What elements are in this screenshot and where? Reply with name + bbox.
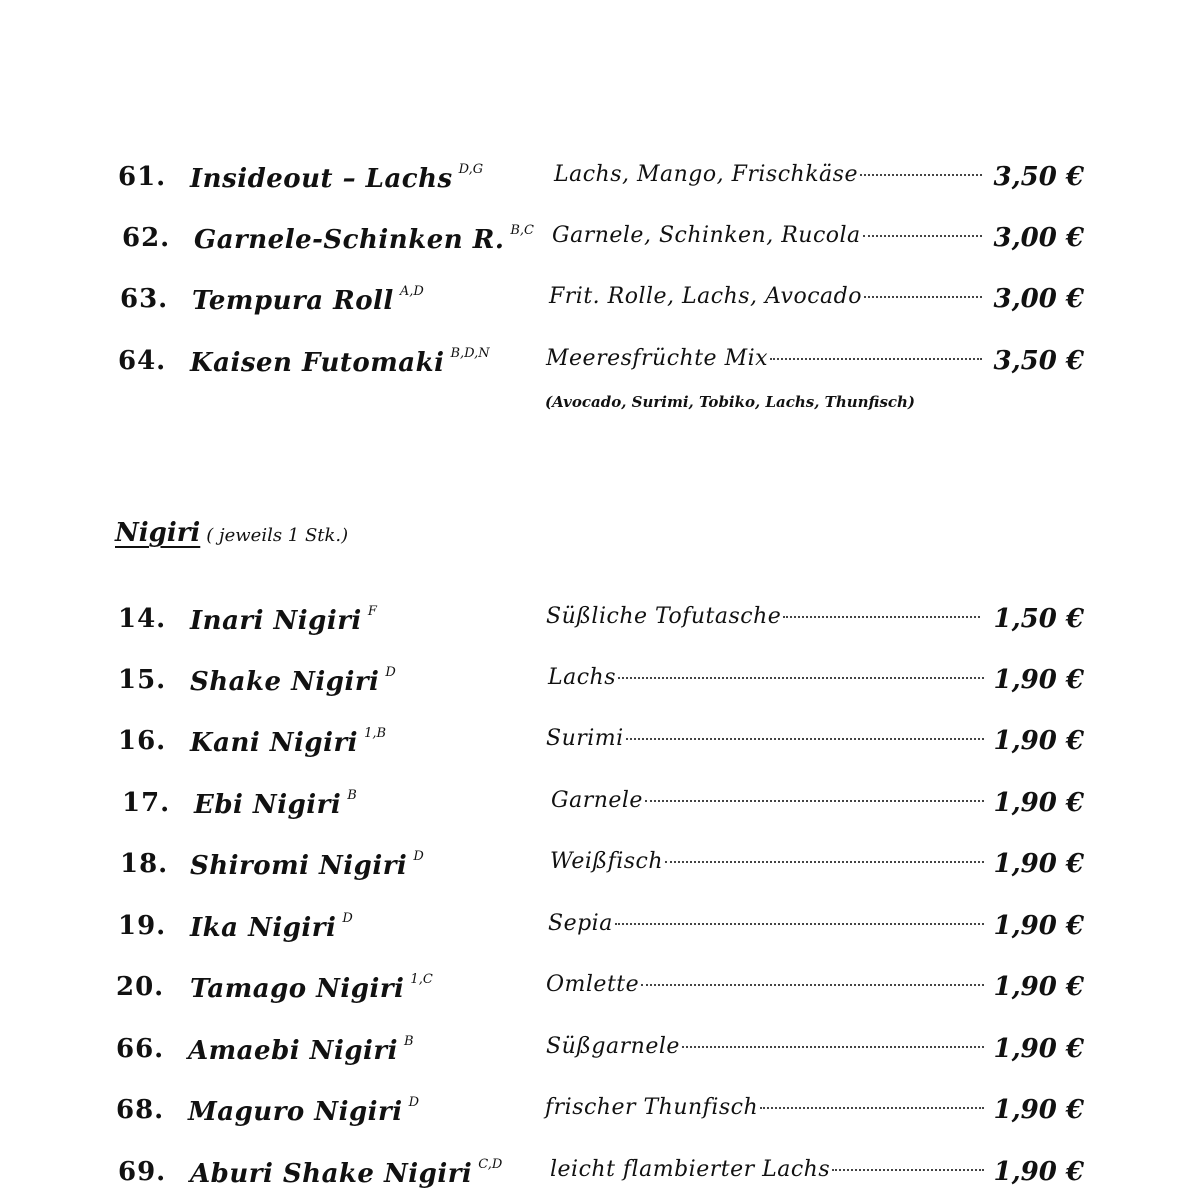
dot-leader xyxy=(626,738,984,740)
item-price: 1,50 € xyxy=(993,604,1084,634)
dot-leader xyxy=(863,235,982,237)
dot-leader xyxy=(645,800,984,802)
dot-leader xyxy=(864,296,982,298)
allergen-codes: F xyxy=(367,604,377,619)
menu-item-63 xyxy=(0,280,1200,320)
item-name: Insideout – Lachs $^{D,G}$ xyxy=(190,162,484,194)
menu-item-19 xyxy=(0,907,1200,947)
item-name: Shake Nigiri $^D$ xyxy=(190,665,396,697)
item-description: Süßgarnele xyxy=(546,1034,984,1059)
allergen-codes: 1,B xyxy=(364,726,387,741)
item-description: Frit. Rolle, Lachs, Avocado xyxy=(549,284,982,309)
item-name: Ebi Nigiri $^B$ xyxy=(194,788,357,820)
item-number: 64. xyxy=(118,346,167,376)
item-price: 1,90 € xyxy=(993,911,1084,941)
item-price: 3,00 € xyxy=(993,223,1084,253)
item-number: 14. xyxy=(118,604,167,634)
item-description: Garnele, Schinken, Rucola xyxy=(552,223,982,248)
item-name: Aburi Shake Nigiri $^{C,D}$ xyxy=(190,1157,503,1189)
item-number: 19. xyxy=(118,911,167,941)
item-description: Sepia xyxy=(548,911,984,936)
allergen-codes: C,D xyxy=(478,1157,503,1172)
section-heading-nigiri xyxy=(115,518,348,548)
item-description: Lachs, Mango, Frischkäse xyxy=(554,162,982,187)
item-price: 1,90 € xyxy=(993,849,1084,879)
item-number: 15. xyxy=(118,665,167,695)
item-price: 1,90 € xyxy=(993,1157,1084,1187)
item-name: Kaisen Futomaki $^{B,D,N}$ xyxy=(190,346,490,378)
menu-item-68 xyxy=(0,1091,1200,1131)
item-64-ingredients: (Avocado, Surimi, Tobiko, Lachs, Thunfisch) xyxy=(545,393,916,411)
menu-item-64 xyxy=(0,342,1200,382)
item-number: 18. xyxy=(120,849,169,879)
item-price: 1,90 € xyxy=(993,1095,1084,1125)
allergen-codes: B,C xyxy=(510,223,535,238)
allergen-codes: D xyxy=(342,911,353,926)
item-number: 20. xyxy=(116,972,165,1002)
allergen-codes: D xyxy=(385,665,396,680)
dot-leader xyxy=(641,984,984,986)
menu-item-17 xyxy=(0,784,1200,824)
dot-leader xyxy=(665,861,984,863)
dot-leader xyxy=(618,677,984,679)
item-description: frischer Thunfisch xyxy=(545,1095,984,1120)
menu-item-15 xyxy=(0,661,1200,701)
menu-item-20 xyxy=(0,968,1200,1008)
menu-item-66 xyxy=(0,1030,1200,1070)
item-number: 17. xyxy=(122,788,171,818)
menu-item-61 xyxy=(0,158,1200,198)
item-description: Surimi xyxy=(546,726,984,751)
item-name: Inari Nigiri $^F$ xyxy=(190,604,377,636)
allergen-codes: D xyxy=(408,1095,420,1110)
item-price: 1,90 € xyxy=(993,972,1084,1002)
dot-leader xyxy=(783,616,980,618)
item-name: Amaebi Nigiri $^B$ xyxy=(188,1034,414,1066)
allergen-codes: B xyxy=(403,1034,414,1049)
dot-leader xyxy=(760,1107,984,1109)
section-note: ( jeweils 1 Stk.) xyxy=(206,525,349,546)
dot-leader xyxy=(770,358,982,360)
allergen-codes: A,D xyxy=(399,284,424,299)
item-description: Garnele xyxy=(551,788,984,813)
item-price: 1,90 € xyxy=(993,1034,1084,1064)
item-name: Tempura Roll $^{A,D}$ xyxy=(192,284,424,316)
allergen-codes: 1,C xyxy=(410,972,433,987)
section-title: Nigiri xyxy=(115,518,201,548)
dot-leader xyxy=(860,174,982,176)
item-price: 3,00 € xyxy=(993,284,1084,314)
item-description: Lachs xyxy=(548,665,984,690)
item-number: 61. xyxy=(118,162,167,192)
item-price: 3,50 € xyxy=(993,162,1084,192)
item-name: Kani Nigiri $^{1,B}$ xyxy=(190,726,387,758)
item-description: Süßliche Tofutasche xyxy=(546,604,980,629)
allergen-codes: B xyxy=(347,788,357,803)
item-price: 1,90 € xyxy=(993,788,1084,818)
menu-item-14 xyxy=(0,600,1200,640)
allergen-codes: B,D,N xyxy=(450,346,490,361)
item-number: 68. xyxy=(116,1095,165,1125)
item-number: 62. xyxy=(122,223,171,253)
item-price: 1,90 € xyxy=(993,665,1084,695)
item-number: 69. xyxy=(118,1157,167,1187)
dot-leader xyxy=(615,923,984,925)
item-name: Tamago Nigiri $^{1,C}$ xyxy=(190,972,433,1004)
item-description: leicht flambierter Lachs xyxy=(550,1157,984,1182)
item-price: 1,90 € xyxy=(993,726,1084,756)
item-name: Maguro Nigiri $^D$ xyxy=(188,1095,420,1127)
menu-item-18 xyxy=(0,845,1200,885)
item-name: Ika Nigiri $^D$ xyxy=(190,911,353,943)
item-number: 63. xyxy=(120,284,169,314)
item-description: Weißfisch xyxy=(550,849,984,874)
allergen-codes: D,G xyxy=(458,162,484,177)
item-description: Omlette xyxy=(546,972,984,997)
menu-item-16 xyxy=(0,722,1200,762)
dot-leader xyxy=(832,1169,984,1171)
dot-leader xyxy=(682,1046,984,1048)
item-number: 66. xyxy=(116,1034,165,1064)
menu-item-69 xyxy=(0,1153,1200,1193)
item-name: Shiromi Nigiri $^D$ xyxy=(190,849,424,881)
allergen-codes: D xyxy=(413,849,424,864)
item-price: 3,50 € xyxy=(993,346,1084,376)
item-name: Garnele-Schinken R. $^{B,C}$ xyxy=(194,223,535,255)
item-number: 16. xyxy=(118,726,167,756)
item-description: Meeresfrüchte Mix xyxy=(546,346,982,371)
menu-item-62 xyxy=(0,219,1200,259)
